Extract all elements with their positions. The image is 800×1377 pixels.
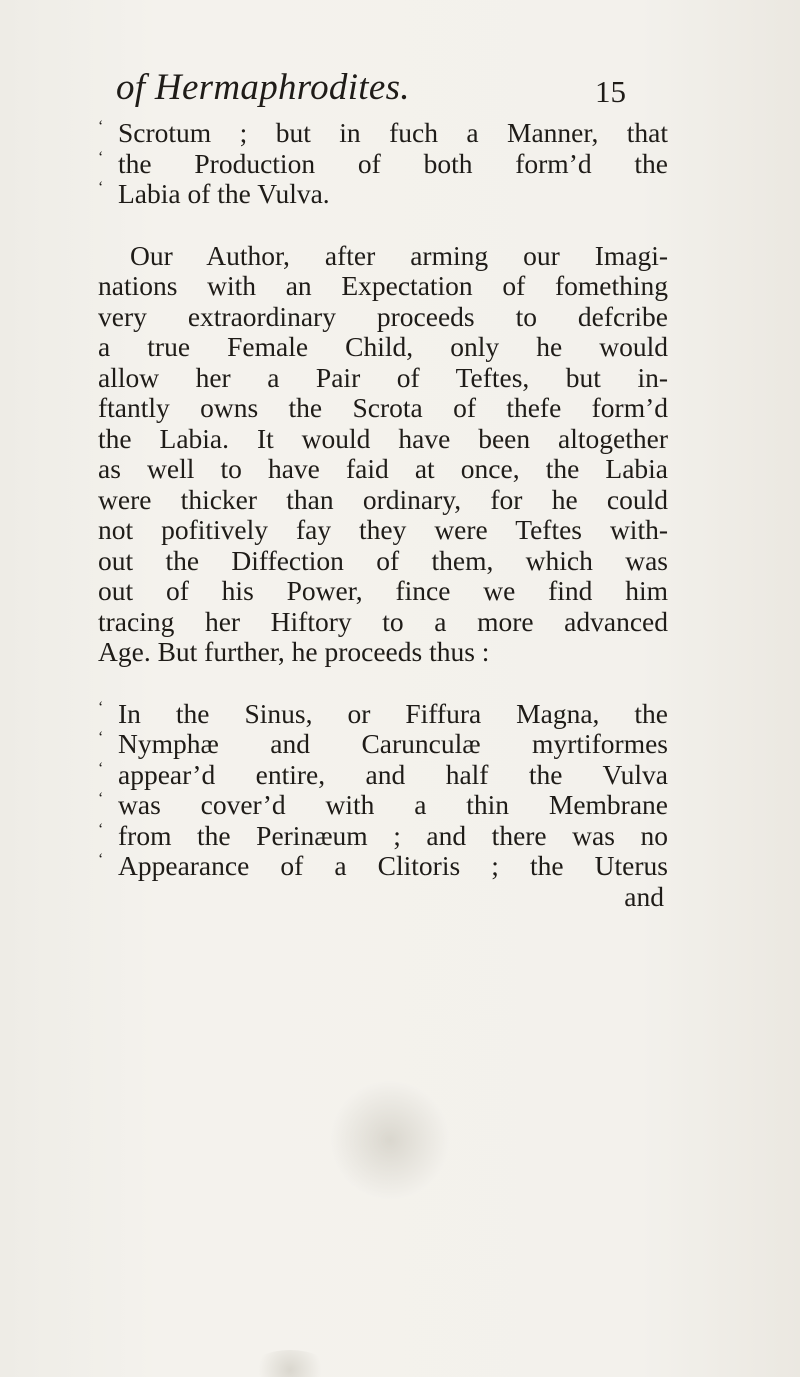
- text-line: [98, 302, 668, 333]
- line-text: Age. But further, he proceeds thus :: [98, 636, 490, 667]
- paragraph-gap: [98, 210, 668, 241]
- quote-mark: ‘: [98, 790, 104, 807]
- line-text: Scrotum ; but in fuch a Manner, that: [118, 117, 668, 148]
- line-text: Appearance of a Clitoris ; the Uterus: [118, 850, 668, 881]
- line-text: out of his Power, fince we find him: [98, 575, 668, 606]
- text-line: [98, 271, 668, 302]
- catchword-line: [98, 882, 668, 913]
- quote-mark: ‘: [98, 729, 104, 746]
- paragraph: [98, 241, 668, 668]
- quote-mark: ‘: [98, 759, 104, 777]
- text-line: [98, 515, 668, 546]
- line-text: tracing her Hiftory to a more advanced: [98, 605, 668, 637]
- line-text: a true Female Child, only he would: [98, 331, 668, 362]
- stain: [330, 1080, 450, 1200]
- text-line: [98, 760, 668, 791]
- text-line: [98, 393, 668, 424]
- quote-mark: ‘: [98, 179, 104, 196]
- paragraph: [98, 699, 668, 882]
- body-text: [98, 118, 668, 912]
- text-line: [98, 546, 668, 577]
- text-line: [98, 637, 668, 668]
- text-line: [98, 454, 668, 485]
- quote-mark: ‘: [98, 148, 104, 166]
- text-line: [98, 851, 668, 882]
- text-line: [98, 821, 668, 852]
- line-text: the Labia. It would have been altogether: [98, 422, 668, 454]
- line-text: allow her a Pair of Teftes, but in-: [98, 361, 668, 393]
- text-line: [98, 576, 668, 607]
- text-line: [98, 149, 668, 180]
- text-line: [98, 363, 668, 394]
- line-text: was cover’d with a thin Membrane: [118, 789, 668, 820]
- line-text: out the Diffection of them, which was: [98, 544, 668, 576]
- line-text: the Production of both form’d the: [118, 147, 668, 179]
- text-line: [98, 118, 668, 149]
- line-text: Our Author, after arming our Imagi-: [130, 239, 668, 271]
- text-line: [98, 241, 668, 272]
- text-line: [98, 607, 668, 638]
- line-text: appear’d entire, and half the Vulva: [118, 758, 668, 790]
- text-line: [98, 485, 668, 516]
- line-text: not pofitively fay they were Teftes with-: [98, 514, 668, 545]
- line-text: were thicker than ordinary, for he could: [98, 483, 668, 515]
- line-text: as well to have faid at once, the Labia: [98, 453, 668, 484]
- line-text: Nymphæ and Carunculæ myrtiformes: [118, 728, 668, 759]
- line-text: In the Sinus, or Fiffura Magna, the: [118, 697, 668, 729]
- paragraph-gap: [98, 668, 668, 699]
- quote-mark: ‘: [98, 851, 104, 868]
- running-head: of Hermaphrodites.: [116, 67, 410, 108]
- paragraph: [98, 118, 668, 210]
- quote-mark: ‘: [98, 698, 104, 716]
- stain: [250, 1350, 330, 1377]
- page-number: 15: [595, 74, 626, 109]
- text-line: [98, 790, 668, 821]
- quote-mark: ‘: [98, 118, 104, 135]
- quote-mark: ‘: [98, 820, 104, 838]
- line-text: from the Perinæum ; and there was no: [118, 819, 668, 851]
- text-line: [98, 179, 668, 210]
- text-line: [98, 332, 668, 363]
- catchword: and: [624, 880, 664, 912]
- text-line: [98, 699, 668, 730]
- line-text: Labia of the Vulva.: [118, 178, 330, 209]
- line-text: ftantly owns the Scrota of thefe form’d: [98, 392, 668, 423]
- line-text: nations with an Expectation of fomething: [98, 270, 668, 301]
- line-text: very extraordinary proceeds to defcribe: [98, 300, 668, 332]
- text-line: [98, 729, 668, 760]
- text-line: [98, 424, 668, 455]
